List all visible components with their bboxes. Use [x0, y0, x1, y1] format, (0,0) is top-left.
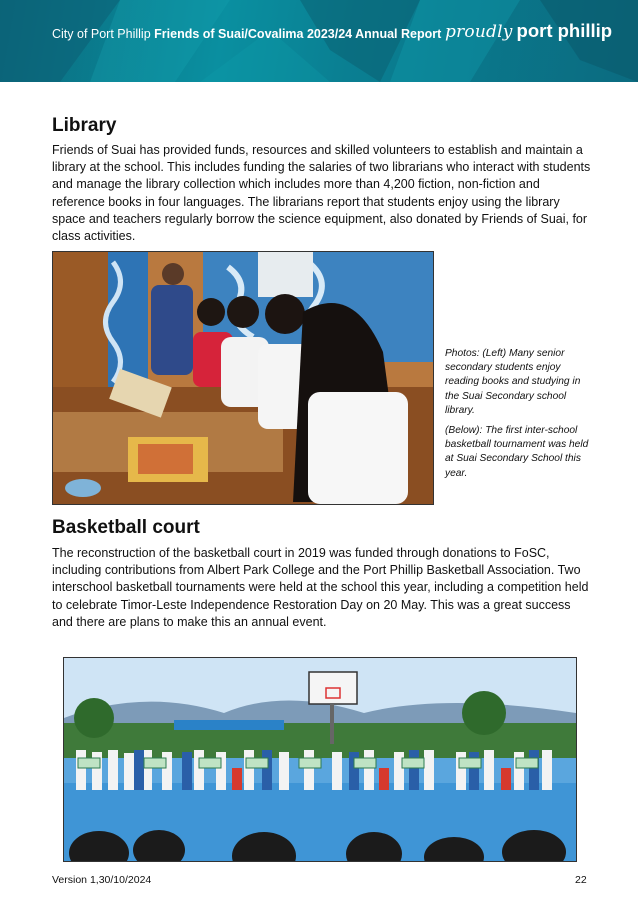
header-banner: [0, 0, 638, 82]
library-heading: Library: [52, 115, 117, 136]
caption-left: Photos: (Left) Many senior secondary students enjoy reading books and studying in the Suai Secondary school library.: [445, 348, 581, 416]
library-photo: [52, 251, 434, 505]
version-label: Version 1,30/10/2024: [52, 874, 152, 886]
port-phillip-logo: proudly port phillip: [445, 20, 613, 42]
caption-below: (Below): The first inter-school basketball tournament was held at Suai Secondary School this year.: [445, 425, 589, 479]
page-number: 22: [575, 874, 587, 886]
basketball-paragraph: The reconstruction of the basketball court in 2019 was funded through donations to FoSC, including contributions from Albert Park College and the Port Phillip Basketball Association. Two interschool basketball tournaments were held at the school this year, including a competition held to celebrate Timor-Leste Independence Restoration Day on 20 May. This was a great success and there are plans to make this an annual event.: [52, 546, 589, 629]
photo-caption: [445, 347, 595, 487]
library-paragraph: Friends of Suai has provided funds, resources and skilled volunteers to establish and maintain a library at the school. This includes funding the salaries of two librarians who interact with students and manage the library collection which includes more than 4,200 fiction, non-fiction and reference books in four languages. The librarians report that students enjoy using the library space and teachers regularly borrow the science equipment, also donated by Friends of Suai, for class activities.: [52, 143, 591, 244]
basketball-photo: [63, 657, 577, 862]
report-title: City of Port Phillip Friends of Suai/Covalima 2023/24 Annual Report: [52, 27, 442, 41]
basketball-heading: Basketball court: [52, 517, 200, 538]
